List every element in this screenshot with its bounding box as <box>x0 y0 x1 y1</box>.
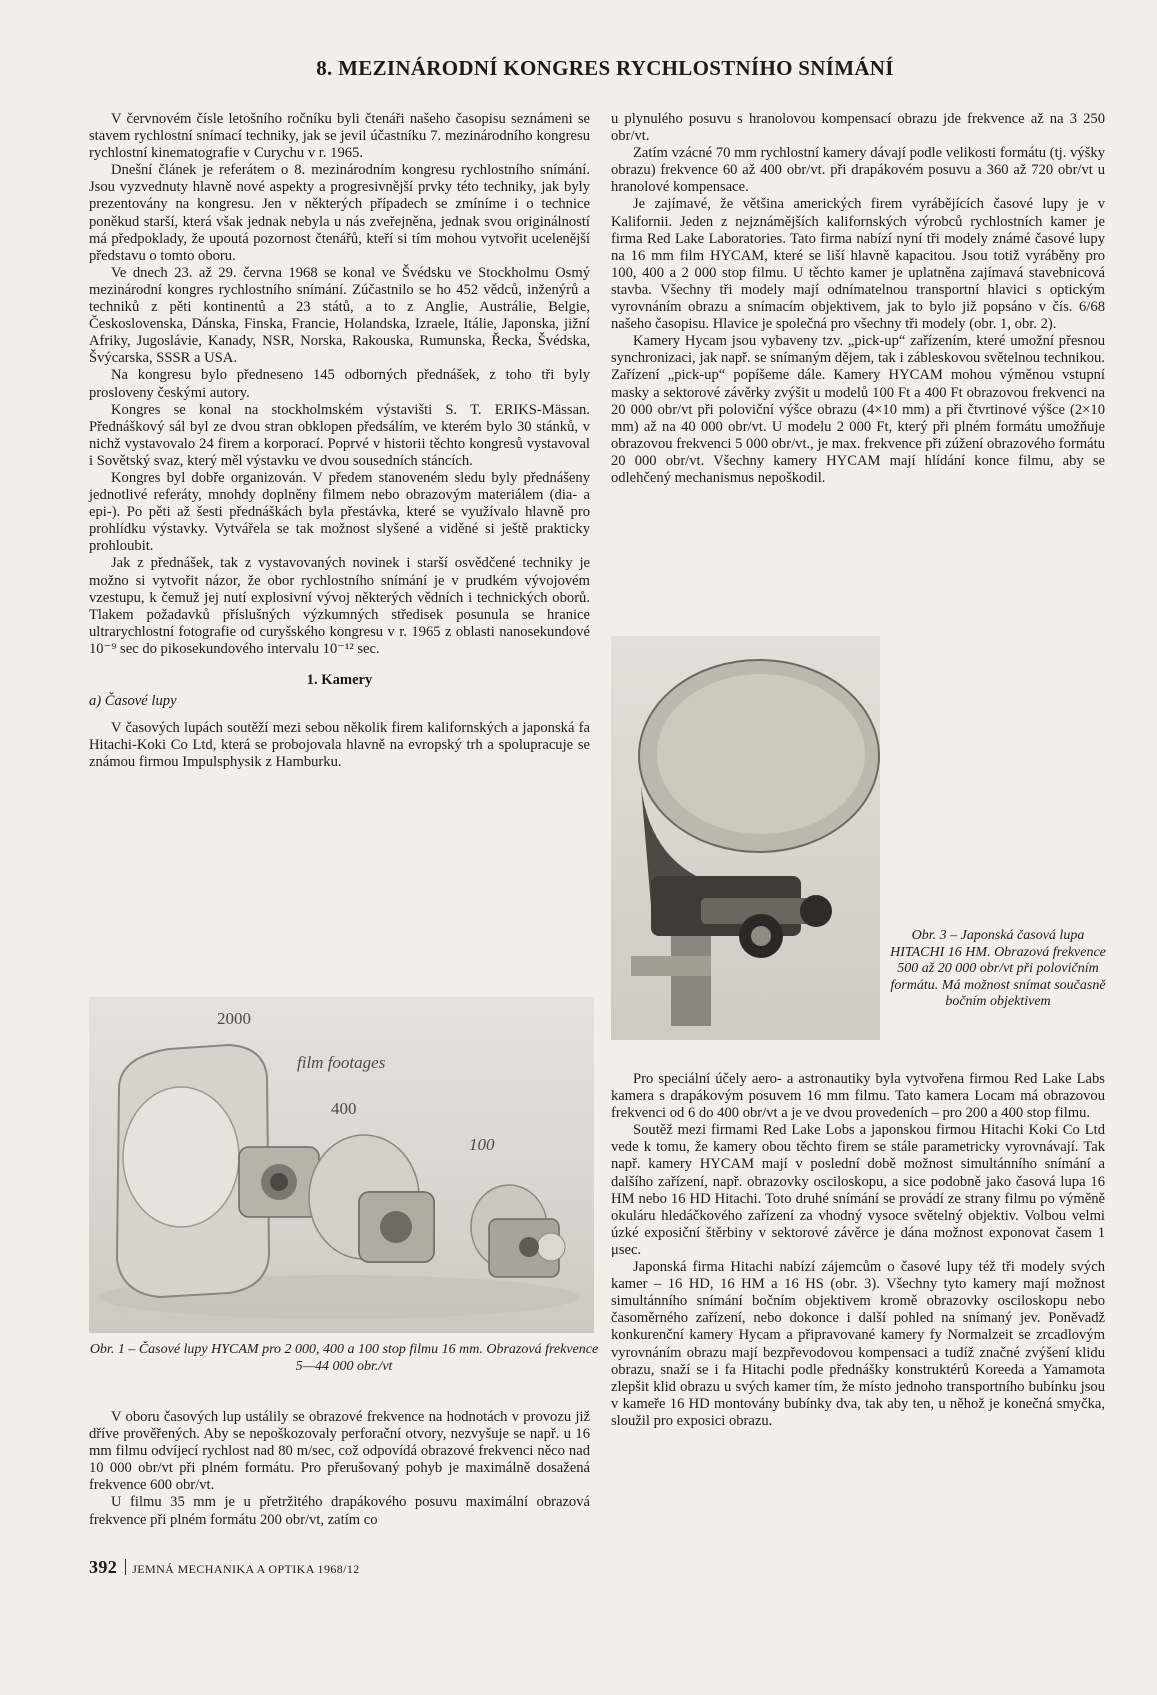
left-column-bottom <box>89 1409 590 1529</box>
paragraph: Ve dnech 23. až 29. června 1968 se konal ve Švédsku ve Stockholmu Osmý mezinárodní kongres rychlostního snímání. Zúčastnilo se ho 452 vědců, inženýrů a techniků z pěti kontinentů a 23 států, a to z Anglie, Austrálie, Belgie, Československa, Dánska, Finska, Francie, Holandska, Izraele, Itálie, Japonska, jižní Afriky, Jugoslávie, Kanady, NSR, Norska, Rakouska, Rumunska, Řecka, Švédska, Švýcarska, SSSR a USA. <box>89 264 590 367</box>
paragraph: V oboru časových lup ustálily se obrazové frekvence na hodnotách v provozu již dříve prověřených. Aby se nepoškozovaly perforační otvory, nezvyšuje se např. u 16 mm filmu odvíjecí rychlost nad 80 m/sec, což odpovídá obrazové frekvenci něco nad 10 000 obr/vt při plném formátu. Pro přerušovaný pohyb je maximálně dosažená frekvence 600 obr/vt. <box>89 1409 590 1494</box>
paragraph: Na kongresu bylo předneseno 145 odborných přednášek, z toho tři byly prosloveny českými autory. <box>89 367 590 401</box>
figure-label-film-footages: film footages <box>297 1053 386 1072</box>
right-column-top <box>611 111 1105 487</box>
article-title: 8. MEZINÁRODNÍ KONGRES RYCHLOSTNÍHO SNÍMÁNÍ <box>316 56 894 80</box>
subsection-heading: a) Časové lupy <box>89 693 177 710</box>
paragraph: Soutěž mezi firmami Red Lake Lobs a japonskou firmou Hitachi Koki Co Ltd vede k tomu, že kamery obou těchto firem se stále parametricky vyrovnávají. Tak např. kamery HYCAM mají v poslední době možnost simultánního snímání a dalšího zařízení, např. obrazovky osciloskopu, a sice podobně jako časová lupa 16 HM nebo 16 HD Hitachi. Toto druhé snímání se provádí ze strany filmu po výměně okuláru hledáčkového zařízení za vhodný vysoce světelný objektiv. Volbou velmi úzké exposiční štěrbiny v sektorové závěrce je dána možnost exponovat časem 1 μsec. <box>611 1122 1105 1258</box>
paragraph: u plynulého posuvu s hranolovou kompensací obrazu jde frekvence až na 3 250 obr/vt. <box>611 111 1105 145</box>
figure-label-100: 100 <box>469 1135 495 1154</box>
page-number: 392 <box>89 1557 118 1577</box>
paragraph: Kongres byl dobře organizován. V předem stanoveném sledu byly přednášeny jednotlivé referáty, mnohdy doplněny filmem nebo obrazovým materiálem (dia- a epi-). Po pěti až šesti přednáškách byla přestávka, které se využívalo hlavně pro prohlídku výstavky. Vytvářela se tak možnost slyšené a viděné si ještě prakticky prohloubit. <box>89 469 590 555</box>
figure-3-photo <box>611 636 880 1040</box>
paragraph: Dnešní článek je referátem o 8. mezinárodním kongresu rychlostního snímání. Jsou vyzvednuty hlavně nové aspekty a progresivnější prvky této techniky, jak byly prezentovány na kongresu. Jen v některých případech se zmíníme i o technice poněkud starší, která však jednak nebyla u nás zveřejněna, jednak svou originálností má předpoklady, že upoutá pozornost čtenářů, kteří si tím mohou vytvořit ucelenější představu o tomto oboru. <box>89 162 590 264</box>
paragraph: Kongres se konal na stockholmském výstavišti S. T. ERIKS-Mässan. Přednáškový sál byl ze dvou stran obklopen předsálím, ve kterém bylo 30 stánků, v nichž vystavovalo 24 firem a korporací. Poprvé v historii těchto kongresů vystavoval i Sovětský svaz, který měl výstavku ve dvou sousedních stáncích. <box>89 401 590 469</box>
paragraph: Pro speciální účely aero- a astronautiky byla vytvořena firmou Red Lake Labs kamera s drapákovým posuvem 16 mm filmu. Tato kamera Locam má obrazovou frekvenci od 6 do 400 obr/vt a je ve dvou provedeních – pro 200 a 400 stop filmu. <box>611 1071 1105 1122</box>
figure-1-caption: Obr. 1 – Časové lupy HYCAM pro 2 000, 400 a 100 stop filmu 16 mm. Obrazová frekvence 5—44 000 obr./vt <box>89 1342 599 1374</box>
figure-label-2000: 2000 <box>217 1009 251 1028</box>
footer-divider <box>125 1559 126 1575</box>
figure-1-photo <box>89 997 594 1333</box>
paragraph: Kamery Hycam jsou vybaveny tzv. „pick-up“ zařízením, které umožní přesnou synchronizaci, jak např. se snímaným dějem, tak i zábleskovou světelnou technikou. Zařízení „pick-up“ popíšeme dále. Kamery HYCAM mohou výměnou vstupní masky a sektorové závěrky zvýšit u modelů 100 Ft a 400 Ft obrazovou frekvenci na 20 000 obr/vt při poloviční výšce obrazu (4×10 mm) a při čtvrtinové výšce (2×10 mm) až na 40 000 obr/vt. U modelu 2 000 Ft, který při plném formátu umožňuje obrazovou frekvenci 5 000 obr/vt., je max. frekvence při zúžení obrazového formátu 20 000 obr/vt. Všechny kamery HYCAM mají hlídání konce filmu, aby se odlehčený mechanismus nepoškodil. <box>611 333 1105 486</box>
section-heading: 1. Kamery <box>306 672 373 688</box>
hycam-cameras-illustration <box>89 997 594 1333</box>
figure-3-caption: Obr. 3 – Japonská časová lupa HITACHI 16 HM. Obrazová frekvence 500 až 20 000 obr/vt při polovičním formátu. Má možnost snímat současně bočním objektivem <box>890 928 1106 1009</box>
hitachi-camera-illustration <box>611 636 880 1040</box>
paragraph: Zatím vzácné 70 mm rychlostní kamery dávají podle velikosti formátu (tj. výšky obrazu) frekvence 60 až 400 obr/vt. při drapákovém posuvu a 360 až 720 obr/vt u hranolové kompensace. <box>611 145 1105 196</box>
paragraph: Japonská firma Hitachi nabízí zájemcům o časové lupy též tři modely svých kamer – 16 HD, 16 HM a 16 HS (obr. 3). Všechny tyto kamery mají možnost simultánního snímání bočním objektivem kromě obrazovky osciloskopu nebo časoměrného zařízení, nebo dokonce i další pohled na snímaný jev. Poněvadž konkurenční kamery Hycam a připravované kamery fy Normalzeit se zrcadlovým vyrovnáním obrazu mají bezpřevodovou kompensaci a tudíž značné zvýšení klidu obrazu, snaží se i fa Hitachi podle přednášky konstruktérů Koreeda a Yamamota zlepšit klid obrazu u svých kamer tím, že místo jednoho transportního bubínku jsou v kameře 16 HD montovány bubínky dva, tak aby ten, u něhož je konečná smyčka, sloužil pro exposici obrazu. <box>611 1259 1105 1429</box>
paragraph: Jak z přednášek, tak z vystavovaných novinek i starší osvědčené techniky je možno si vytvořit názor, že obor rychlostního snímání je v prudkém vývojovém vzestupu, k čemuž jej nutí explosivní vývoj některých vědních i technických oborů. Tlakem požadavků příslušných výzkumných středisek posunula se hranice ultrarychlostní fotografie od curyšského kongresu v r. 1965 z oblasti nanosekundové 10⁻⁹ sec do pikosekundového intervalu 10⁻¹² sec. <box>89 555 590 657</box>
paragraph: V červnovém čísle letošního ročníku byli čtenáři našeho časopisu seznámeni se stavem rychlostní snímací techniky, jak se jevil účastníku 7. mezinárodního kongresu rychlostní kinematografie v Curychu v r. 1965. <box>89 111 590 162</box>
paragraph: U filmu 35 mm je u přetržitého drapákového posuvu maximální obrazová frekvence při plném formátu 200 obr/vt, zatím co <box>89 1494 590 1528</box>
paragraph: Je zajímavé, že většina amerických firem vyrábějících časové lupy je v Kalifornii. Jeden z nejznámějších kalifornských výrobců rychlostních kamer je firma Red Lake Laboratories. Tato firma nabízí nyní tři modely známé časové lupy na 16 mm film HYCAM, které se liší hlavně kapacitou. Jsou totiž vyráběny pro 100, 400 a 2 000 stop filmu. U těchto kamer je uplatněna zajímavá stavebnicová stavba. Všechny tři modely mají odnímatelnou transportní hlavici s optickým vyrovnáním obrazu a snímacím objektivem, jak to bylo již popsáno v čís. 6/68 našeho časopisu. Hlavice je společná pro všechny tři modely (obr. 1, obr. 2). <box>611 196 1105 333</box>
journal-name: JEMNÁ MECHANIKA A OPTIKA 1968/12 <box>132 1562 360 1576</box>
right-column-bottom <box>611 1071 1105 1430</box>
paragraph: V časových lupách soutěží mezi sebou několik firem kalifornských a japonská fa Hitachi-Koki Co Ltd, která se probojovala hlavně na evropský trh a spolupracuje se známou firmou Impulsphysik z Hamburku. <box>89 720 590 771</box>
page-footer <box>89 1557 360 1578</box>
figure-label-400: 400 <box>331 1099 357 1118</box>
left-column <box>89 111 590 771</box>
